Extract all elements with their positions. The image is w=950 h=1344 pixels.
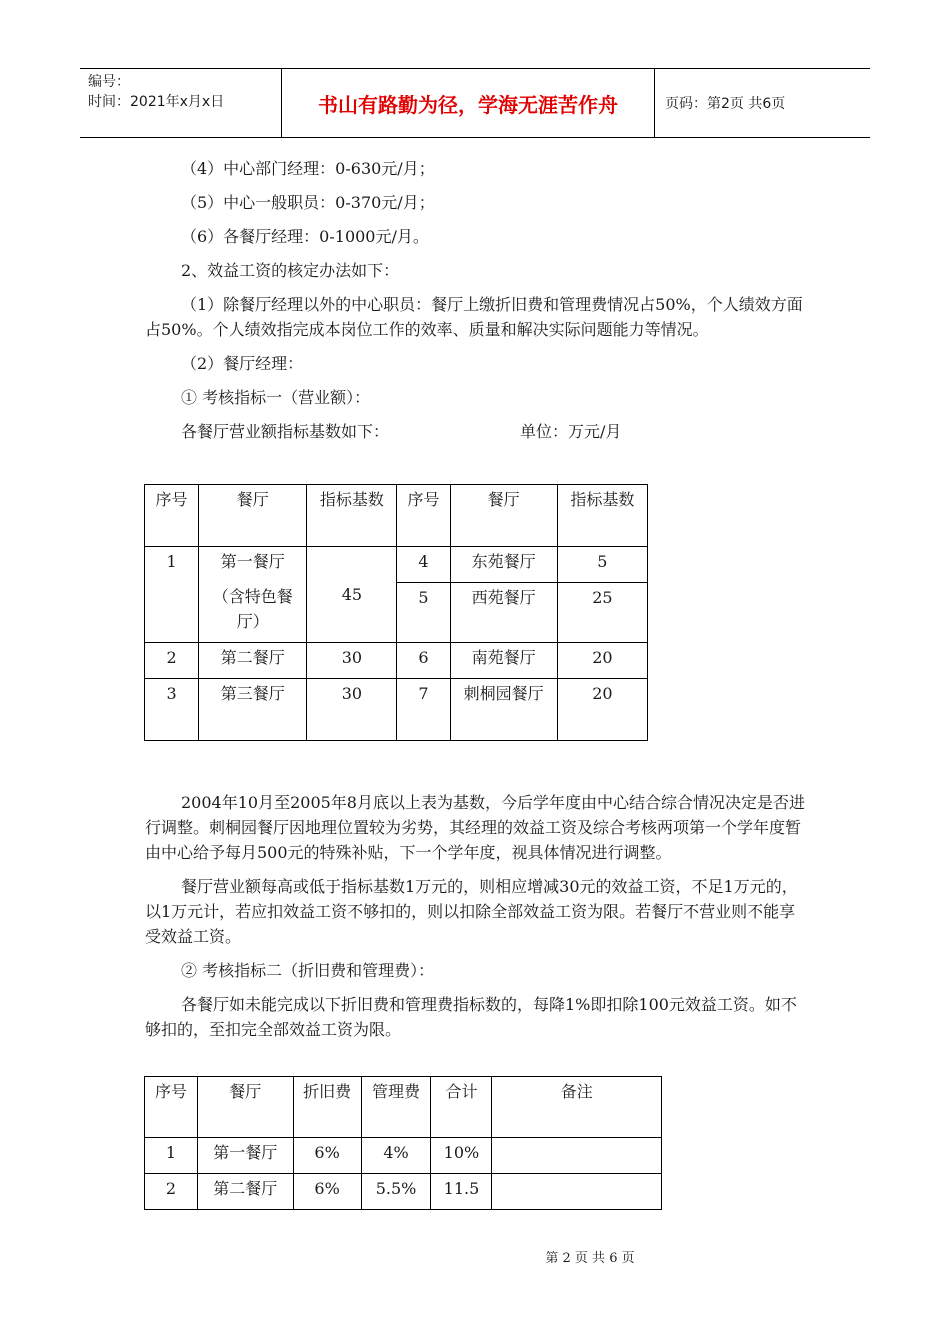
cell: 6 bbox=[397, 643, 450, 679]
col-header: 指标基数 bbox=[557, 485, 647, 547]
col-header: 合计 bbox=[431, 1077, 492, 1138]
cell: 5 bbox=[557, 547, 647, 583]
number-label: 编号： bbox=[88, 74, 130, 90]
cell: 6% bbox=[293, 1138, 361, 1174]
footer-page-number: 第 2 页 共 6 页 bbox=[545, 1251, 635, 1266]
cell-text: （含特色餐厅） bbox=[212, 587, 293, 631]
page-header bbox=[80, 68, 870, 138]
header-motto: 书山有路勤为径，学海无涯苦作舟 bbox=[282, 69, 655, 137]
cell: 10% bbox=[431, 1138, 492, 1174]
cell bbox=[492, 1138, 662, 1174]
col-header: 餐厅 bbox=[450, 485, 557, 547]
col-header: 序号 bbox=[145, 1077, 198, 1138]
cell: 2 bbox=[145, 1174, 198, 1210]
col-header: 管理费 bbox=[361, 1077, 431, 1138]
paragraph: （2）餐厅经理： bbox=[181, 354, 304, 373]
cell: 1 bbox=[145, 547, 199, 643]
table-row bbox=[145, 643, 648, 679]
cell: 1 bbox=[145, 1138, 198, 1174]
header-meta bbox=[80, 69, 282, 137]
cell: 11.5 bbox=[431, 1174, 492, 1210]
paragraph: 2、效益工资的核定办法如下： bbox=[181, 261, 400, 280]
cell: 7 bbox=[397, 679, 450, 741]
table-row bbox=[145, 1138, 662, 1174]
table1-caption bbox=[145, 419, 807, 444]
header-page-info: 页码：第2页 共6页 bbox=[665, 96, 786, 112]
paragraph: 餐厅营业额每高或低于指标基数1万元的，则相应增减30元的效益工资，不足1万元的，以1万元计，若应扣效益工资不够扣的，则以扣除全部效益工资为限。若餐厅不营业则不能享受效益工资。 bbox=[145, 877, 798, 946]
paragraph: （4）中心部门经理：0-630元/月； bbox=[181, 159, 435, 178]
cell: 20 bbox=[557, 643, 647, 679]
paragraph: ① 考核指标一（营业额）： bbox=[181, 388, 371, 407]
page-footer bbox=[0, 1247, 950, 1266]
col-header: 备注 bbox=[492, 1077, 662, 1138]
table-row bbox=[145, 679, 648, 741]
col-header: 餐厅 bbox=[199, 485, 307, 547]
cell: 30 bbox=[307, 679, 397, 741]
cell: 第三餐厅 bbox=[199, 679, 307, 741]
table-header-row bbox=[145, 485, 648, 547]
cell-text: 第一餐厅 bbox=[220, 552, 285, 571]
cell: 2 bbox=[145, 643, 199, 679]
paragraph: （6）各餐厅经理：0-1000元/月。 bbox=[181, 227, 429, 246]
table-header-row bbox=[145, 1077, 662, 1138]
col-header: 餐厅 bbox=[197, 1077, 293, 1138]
paragraph: ② 考核指标二（折旧费和管理费）： bbox=[181, 961, 435, 980]
col-header: 折旧费 bbox=[293, 1077, 361, 1138]
cell: 4 bbox=[397, 547, 450, 583]
table1-unit: 单位：万元/月 bbox=[520, 422, 622, 441]
cell: 东苑餐厅 bbox=[450, 547, 557, 583]
cell: 6% bbox=[293, 1174, 361, 1210]
cell: 南苑餐厅 bbox=[450, 643, 557, 679]
table-row bbox=[145, 1174, 662, 1210]
cell: 西苑餐厅 bbox=[450, 583, 557, 643]
cell bbox=[199, 547, 307, 643]
cell: 第二餐厅 bbox=[197, 1174, 293, 1210]
paragraph: （5）中心一般职员：0-370元/月； bbox=[181, 193, 435, 212]
body-text-mid bbox=[145, 790, 807, 1042]
paragraph: 各餐厅如未能完成以下折旧费和管理费指标数的，每降1%即扣除100元效益工资。如不够扣的，至扣完全部效益工资为限。 bbox=[145, 995, 797, 1039]
revenue-base-table bbox=[144, 484, 648, 741]
cell: 3 bbox=[145, 679, 199, 741]
cell: 第二餐厅 bbox=[199, 643, 307, 679]
cell: 刺桐园餐厅 bbox=[450, 679, 557, 741]
time-label: 时间：2021年x月x日 bbox=[88, 94, 225, 110]
cell: 第一餐厅 bbox=[197, 1138, 293, 1174]
col-header: 序号 bbox=[145, 485, 199, 547]
paragraph: （1）除餐厅经理以外的中心职员：餐厅上缴折旧费和管理费情况占50%，个人绩效方面占50%。个人绩效指完成本岗位工作的效率、质量和解决实际问题能力等情况。 bbox=[145, 295, 803, 339]
cell: 5 bbox=[397, 583, 450, 643]
cell: 25 bbox=[557, 583, 647, 643]
depreciation-fee-table bbox=[144, 1076, 662, 1210]
table-row bbox=[145, 547, 648, 583]
cell: 30 bbox=[307, 643, 397, 679]
paragraph: 2004年10月至2005年8月底以上表为基数，今后学年度由中心结合综合情况决定是否进行调整。刺桐园餐厅因地理位置较为劣势，其经理的效益工资及综合考核两项第一个学年度暂由中心给予每月500元的特殊补贴，下一个学年度，视具体情况进行调整。 bbox=[145, 793, 805, 862]
cell: 4% bbox=[361, 1138, 431, 1174]
col-header: 序号 bbox=[397, 485, 450, 547]
col-header: 指标基数 bbox=[307, 485, 397, 547]
body-text-top bbox=[145, 156, 807, 444]
cell: 20 bbox=[557, 679, 647, 741]
table1-caption-left: 各餐厅营业额指标基数如下： bbox=[181, 422, 390, 441]
cell bbox=[492, 1174, 662, 1210]
cell: 45 bbox=[307, 547, 397, 643]
cell: 5.5% bbox=[361, 1174, 431, 1210]
